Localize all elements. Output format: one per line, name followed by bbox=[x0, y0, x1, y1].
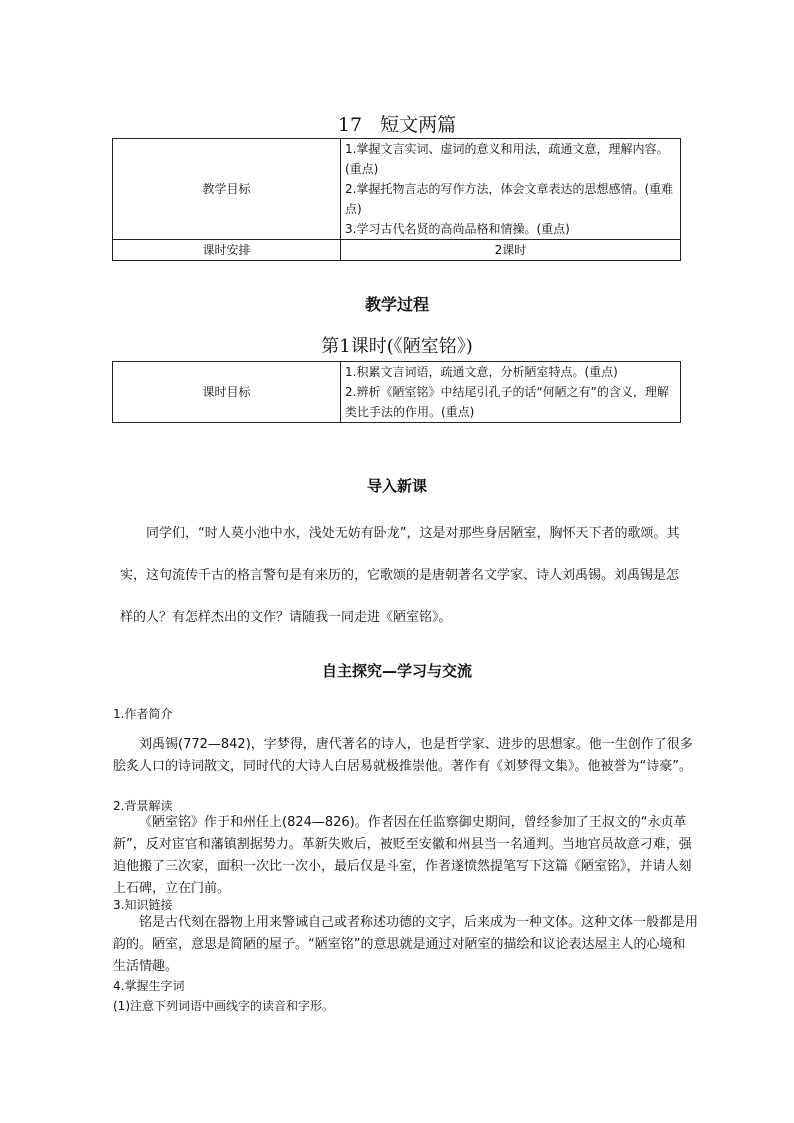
intro-heading: 导入新课 bbox=[366, 477, 427, 495]
section-text-author: 刘禹锡(772—842)，字梦得，唐代著名的诗人，也是哲学家、进步的思想家。他一生创作了很多脍炙人口的诗词散文，同时代的大诗人白居易就极推崇他。著作有《刘梦得文集》。他被誉为“诗豪”。 bbox=[113, 737, 693, 774]
lesson-number: 17 bbox=[337, 114, 363, 136]
section-label-knowledge: 3.知识链接 bbox=[113, 898, 173, 912]
section-text-knowledge: 铭是古代刻在器物上用来警诫自己或者称述功德的文字，后来成为一种文体。这种文体一般都是用韵的。陋室，意思是简陋的屋子。“陋室铭”的意思就是通过对陋室的描绘和议论表达屋主人的心境和生活情趣。 bbox=[113, 915, 699, 974]
intro-paragraph: 同学们，“时人莫小池中水，浅处无妨有卧龙”，这是对那些身居陋室，胸怀天下者的歌颂。其实，这句流传千古的格言警句是有来历的，它歌颂的是唐朝著名文学家、诗人刘禹锡。刘禹锡是怎样的人？有怎样杰出的文作？请随我一同走进《陋室铭》。 bbox=[120, 526, 680, 625]
lesson-subtitle: 第1课时(《陋室铭》) bbox=[321, 336, 473, 357]
goal-item: 1.积累文言词语，疏通文意，分析陋室特点。(重点) bbox=[345, 365, 618, 379]
section-text-vocab: (1)注意下列词语中画线字的读音和字形。 bbox=[113, 999, 334, 1013]
lesson-title-text: 短文两篇 bbox=[380, 114, 457, 136]
lesson-goals-table bbox=[112, 361, 681, 423]
lesson-goal-label: 课时目标 bbox=[113, 362, 341, 423]
goal-item: 2.掌握托物言志的写作方法，体会文章表达的思想感情。(重难点) bbox=[345, 182, 674, 216]
section-label-background: 2.背景解读 bbox=[113, 799, 173, 813]
teaching-goals-table bbox=[112, 138, 681, 261]
goal-item: 2.辨析《陋室铭》中结尾引孔子的话“何陋之有”的含义，理解类比手法的作用。(重点) bbox=[345, 385, 669, 419]
table-row bbox=[113, 362, 681, 423]
section-label-author: 1.作者简介 bbox=[113, 707, 173, 721]
section-label-vocab: 4.掌握生字词 bbox=[113, 979, 185, 993]
explore-heading: 自主探究—学习与交流 bbox=[321, 662, 472, 680]
table-row bbox=[113, 240, 681, 261]
section-text-background: 《陋室铭》作于和州任上(824—826)。作者因在任监察御史期间，曾经参加了王叔文的“永贞革新”，反对宦官和藩镇割据势力。革新失败后，被贬至安徽和州县当一名通判。当地官员故意刁难，强迫他搬了三次家，面积一次比一次小，最后仅是斗室，作者遂愤然提笔写下这篇《陋室铭》，并请人刻上石碑，立在门前。 bbox=[113, 815, 692, 896]
goal-item: 1.掌握文言实词、虚词的意义和用法，疏通文意，理解内容。(重点) bbox=[345, 142, 669, 176]
table-row bbox=[113, 139, 681, 240]
schedule-value: 2课时 bbox=[341, 240, 681, 261]
goal-item: 3.学习古代名贤的高尚品格和情操。(重点) bbox=[345, 222, 570, 236]
lesson-goal-list bbox=[341, 362, 681, 423]
process-heading: 教学过程 bbox=[364, 295, 429, 314]
schedule-label: 课时安排 bbox=[113, 240, 341, 261]
goal-label: 教学目标 bbox=[113, 139, 341, 240]
page-title bbox=[0, 110, 794, 137]
goal-list bbox=[341, 139, 681, 240]
